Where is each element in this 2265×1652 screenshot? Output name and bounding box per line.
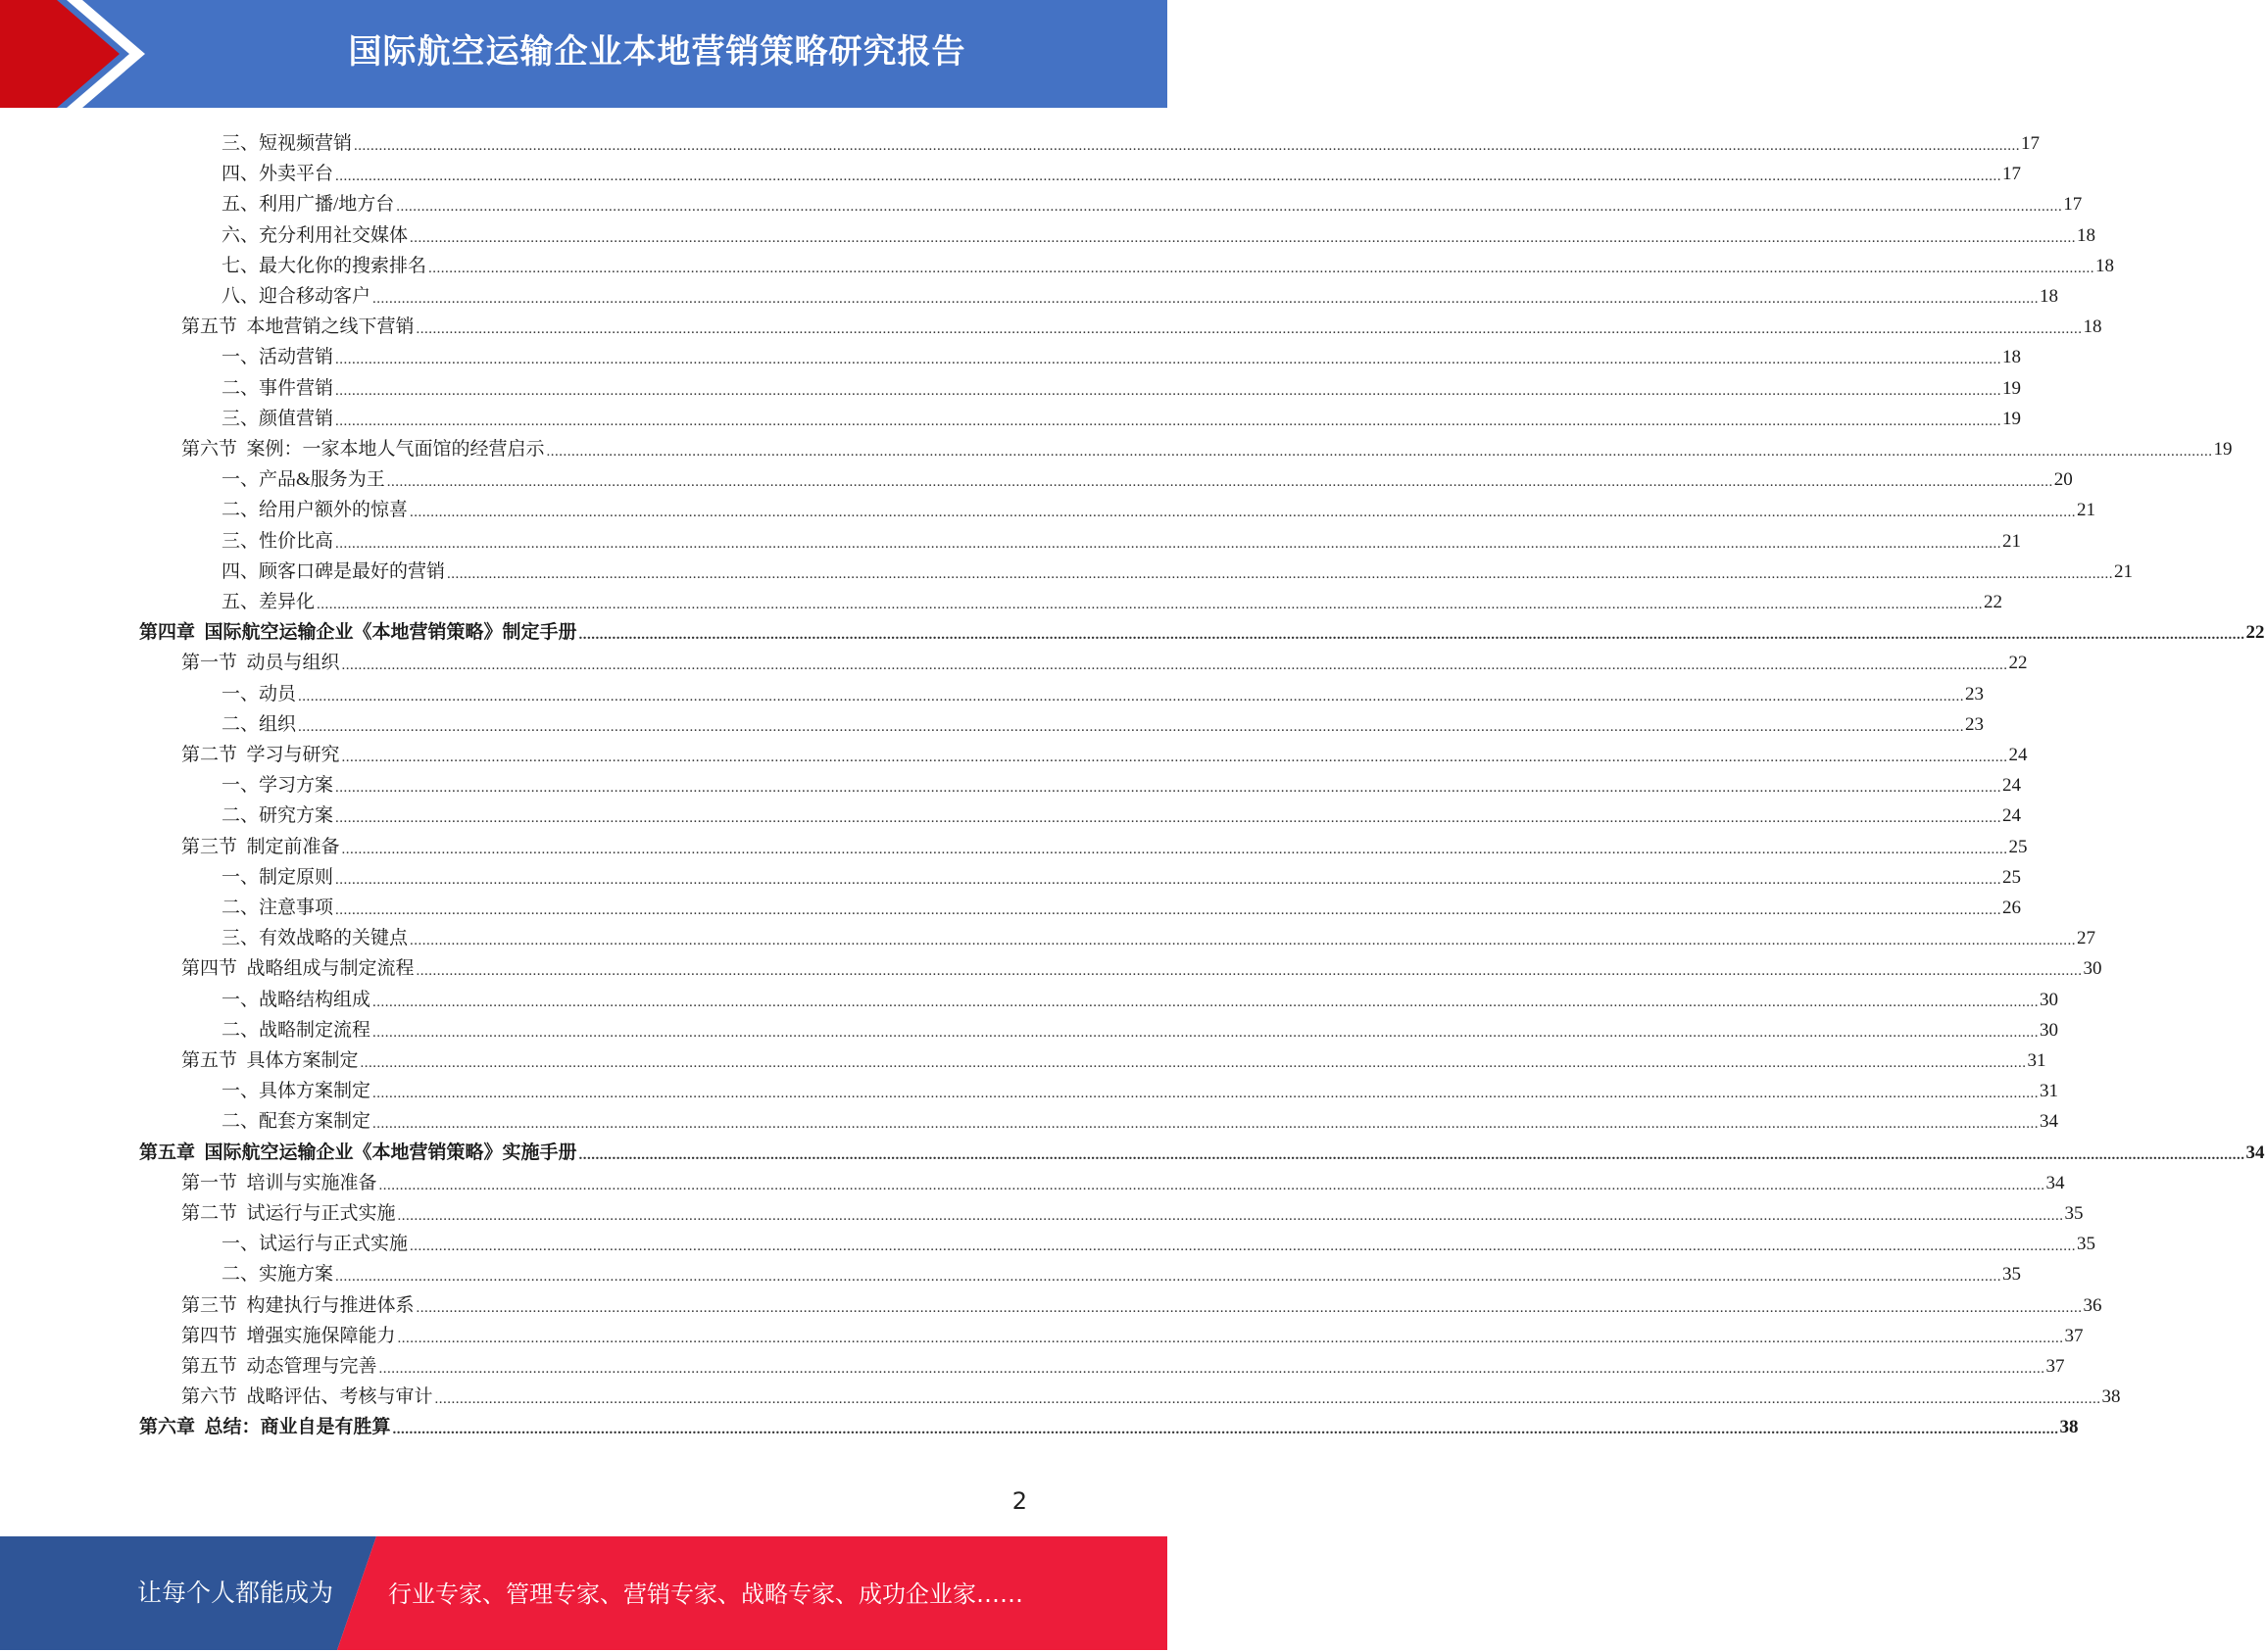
toc-entry-page: 30 (2083, 958, 2102, 980)
toc-section-row[interactable] (181, 1165, 2065, 1195)
toc-leader-dots: ................................................................................................................................................................................................................................................................................................................................................................................................................ (428, 260, 2095, 276)
toc-entry-label: 一、产品&服务为王 (222, 469, 385, 491)
toc-entry-label: 第二节 试运行与正式实施 (181, 1203, 396, 1224)
toc-entry-label: 六、充分利用社交媒体 (222, 224, 409, 246)
toc-entry-page: 27 (2077, 928, 2096, 949)
toc-leader-dots: ................................................................................................................................................................................................................................................................................................................................................................................................................ (335, 780, 2002, 797)
toc-entry-page: 36 (2083, 1294, 2102, 1316)
toc-entry-label: 一、具体方案制定 (222, 1081, 371, 1102)
toc-leader-dots: ................................................................................................................................................................................................................................................................................................................................................................................................................ (372, 1024, 2040, 1041)
toc-entry-label: 第六章 总结：商业自是有胜算 (139, 1417, 391, 1438)
toc-section-row[interactable] (181, 829, 2028, 859)
toc-entry-label: 七、最大化你的搜索排名 (222, 255, 427, 276)
toc-leader-dots: ................................................................................................................................................................................................................................................................................................................................................................................................................ (372, 291, 2040, 307)
toc-leader-dots: ................................................................................................................................................................................................................................................................................................................................................................................................................ (372, 994, 2040, 1010)
toc-entry-label: 一、试运行与正式实施 (222, 1234, 409, 1255)
toc-leader-dots: ................................................................................................................................................................................................................................................................................................................................................................................................................ (335, 535, 2002, 552)
toc-entry-label: 一、学习方案 (222, 775, 334, 797)
toc-entry-page: 35 (2064, 1203, 2084, 1224)
toc-item-row[interactable] (222, 278, 2059, 309)
toc-entry-page: 22 (2008, 653, 2028, 674)
toc-chapter-row[interactable] (139, 1409, 2079, 1439)
toc-entry-page: 34 (2245, 1142, 2265, 1163)
toc-entry-label: 八、迎合移动客户 (222, 286, 371, 307)
toc-section-row[interactable] (181, 1348, 2065, 1379)
toc-entry-page: 18 (2083, 316, 2102, 338)
toc-item-row[interactable] (222, 1256, 2022, 1287)
toc-entry-page: 30 (2040, 989, 2059, 1010)
toc-entry-page: 38 (2059, 1417, 2079, 1438)
toc-leader-dots: ................................................................................................................................................................................................................................................................................................................................................................................................................ (335, 413, 2002, 429)
toc-item-row[interactable] (222, 523, 2022, 554)
toc-item-row[interactable] (222, 339, 2022, 369)
toc-leader-dots: ................................................................................................................................................................................................................................................................................................................................................................................................................ (335, 871, 2002, 888)
document-title: 国际航空运输企业本地营销策略研究报告 (348, 32, 966, 72)
toc-leader-dots: ................................................................................................................................................................................................................................................................................................................................................................................................................ (378, 1361, 2045, 1377)
toc-leader-dots: ................................................................................................................................................................................................................................................................................................................................................................................................................ (416, 321, 2083, 338)
toc-entry-label: 二、注意事项 (222, 898, 334, 918)
toc-entry-page: 38 (2101, 1386, 2121, 1408)
toc-item-row[interactable] (222, 370, 2022, 401)
toc-entry-label: 第六节 案例：一家本地人气面馆的经营启示 (181, 439, 545, 460)
toc-section-row[interactable] (181, 1043, 2046, 1073)
toc-item-row[interactable] (222, 462, 2073, 492)
toc-leader-dots: ................................................................................................................................................................................................................................................................................................................................................................................................................ (386, 474, 2053, 491)
toc-item-row[interactable] (222, 1073, 2059, 1103)
toc-item-row[interactable] (222, 218, 2096, 248)
toc-entry-label: 二、事件营销 (222, 377, 334, 399)
toc-entry-label: 五、利用广播/地方台 (222, 194, 395, 216)
toc-item-row[interactable] (222, 1226, 2096, 1256)
toc-section-row[interactable] (181, 1318, 2084, 1348)
toc-entry-label: 二、组织 (222, 713, 297, 735)
toc-section-row[interactable] (181, 737, 2028, 767)
toc-item-row[interactable] (222, 492, 2096, 522)
footer-slogan-right: 行业专家、管理专家、营销专家、战略专家、成功企业家…… (388, 1580, 1023, 1608)
toc-leader-dots: ................................................................................................................................................................................................................................................................................................................................................................................................................ (360, 1055, 2027, 1071)
page-header (0, 0, 1167, 108)
toc-entry-page: 19 (2002, 377, 2022, 399)
toc-chapter-row[interactable] (139, 614, 2265, 645)
toc-entry-page: 25 (2002, 866, 2022, 888)
toc-entry-label: 四、外卖平台 (222, 164, 334, 185)
toc-entry-label: 二、配套方案制定 (222, 1111, 371, 1133)
toc-entry-label: 第五节 具体方案制定 (181, 1050, 359, 1071)
toc-leader-dots: ................................................................................................................................................................................................................................................................................................................................................................................................................ (372, 1086, 2040, 1102)
toc-entry-page: 35 (2002, 1264, 2022, 1286)
toc-entry-label: 第六节 战略评估、考核与审计 (181, 1386, 433, 1408)
toc-entry-page: 22 (1984, 592, 2003, 612)
toc-section-row[interactable] (181, 1288, 2102, 1318)
red-arrow-shape (0, 0, 120, 108)
toc-entry-label: 第四节 战略组成与制定流程 (181, 958, 415, 980)
toc-leader-dots: ................................................................................................................................................................................................................................................................................................................................................................................................................ (578, 1146, 2245, 1163)
toc-leader-dots: ................................................................................................................................................................................................................................................................................................................................................................................................................ (392, 1422, 2059, 1438)
toc-leader-dots: ................................................................................................................................................................................................................................................................................................................................................................................................................ (546, 444, 2213, 460)
toc-entry-page: 37 (2045, 1356, 2065, 1377)
toc-entry-label: 二、给用户额外的惊喜 (222, 500, 409, 521)
toc-entry-page: 17 (2002, 164, 2022, 185)
toc-item-row[interactable] (222, 890, 2022, 920)
toc-leader-dots: ................................................................................................................................................................................................................................................................................................................................................................................................................ (335, 1269, 2002, 1286)
toc-item-row[interactable] (222, 125, 2041, 156)
toc-entry-label: 第二节 学习与研究 (181, 745, 340, 765)
toc-entry-label: 三、性价比高 (222, 530, 334, 552)
toc-entry-label: 三、颜值营销 (222, 408, 334, 429)
toc-section-row[interactable] (181, 309, 2102, 339)
toc-entry-page: 34 (2045, 1172, 2065, 1193)
toc-entry-page: 31 (2027, 1050, 2046, 1071)
toc-leader-dots: ................................................................................................................................................................................................................................................................................................................................................................................................................ (410, 505, 2077, 521)
toc-leader-dots: ................................................................................................................................................................................................................................................................................................................................................................................................................ (416, 963, 2083, 980)
toc-leader-dots: ................................................................................................................................................................................................................................................................................................................................................................................................................ (397, 1208, 2064, 1224)
toc-entry-page: 24 (2002, 805, 2022, 827)
toc-entry-page: 21 (2002, 530, 2022, 552)
toc-entry-page: 17 (2063, 194, 2083, 216)
toc-entry-label: 二、实施方案 (222, 1264, 334, 1286)
toc-entry-label: 一、活动营销 (222, 347, 334, 368)
toc-section-row[interactable] (181, 645, 2028, 675)
toc-leader-dots: ................................................................................................................................................................................................................................................................................................................................................................................................................ (397, 1330, 2064, 1346)
toc-leader-dots: ................................................................................................................................................................................................................................................................................................................................................................................................................ (372, 1116, 2040, 1133)
page-number: 2 (1011, 1487, 1027, 1515)
toc-entry-label: 第四节 增强实施保障能力 (181, 1325, 396, 1346)
toc-entry-page: 22 (2245, 622, 2265, 644)
toc-entry-label: 第三节 制定前准备 (181, 836, 340, 857)
toc-item-row[interactable] (222, 248, 2115, 278)
toc-item-row[interactable] (222, 186, 2083, 217)
toc-leader-dots: ................................................................................................................................................................................................................................................................................................................................................................................................................ (335, 352, 2002, 368)
toc-item-row[interactable] (222, 706, 1985, 737)
page-footer (0, 1536, 1167, 1650)
toc-entry-page: 34 (2040, 1111, 2059, 1133)
toc-entry-page: 18 (2040, 286, 2059, 307)
toc-item-row[interactable] (222, 859, 2022, 890)
toc-item-row[interactable] (222, 1103, 2059, 1134)
red-arrow-icon (0, 0, 157, 108)
toc-item-row[interactable] (222, 767, 2022, 798)
toc-entry-label: 第五节 本地营销之线下营销 (181, 316, 415, 338)
toc-entry-page: 21 (2114, 560, 2134, 582)
toc-entry-page: 24 (2008, 745, 2028, 765)
toc-entry-label: 二、战略制定流程 (222, 1019, 371, 1041)
toc-entry-label: 五、差异化 (222, 592, 316, 612)
toc-leader-dots: ................................................................................................................................................................................................................................................................................................................................................................................................................ (341, 750, 2008, 765)
toc-entry-page: 35 (2077, 1234, 2096, 1255)
toc-item-row[interactable] (222, 982, 2059, 1012)
toc-entry-label: 三、有效战略的关键点 (222, 928, 409, 949)
toc-section-row[interactable] (181, 1195, 2084, 1226)
toc-item-row[interactable] (222, 156, 2022, 186)
toc-leader-dots: ................................................................................................................................................................................................................................................................................................................................................................................................................ (410, 933, 2077, 949)
toc-entry-label: 第一节 动员与组织 (181, 653, 340, 674)
toc-entry-label: 一、战略结构组成 (222, 989, 371, 1010)
toc-item-row[interactable] (222, 676, 1985, 706)
toc-entry-page: 20 (2053, 469, 2073, 491)
toc-leader-dots: ................................................................................................................................................................................................................................................................................................................................................................................................................ (335, 382, 2002, 399)
toc-leader-dots: ................................................................................................................................................................................................................................................................................................................................................................................................................ (341, 657, 2008, 674)
toc-entry-page: 23 (1965, 713, 1985, 735)
toc-leader-dots: ................................................................................................................................................................................................................................................................................................................................................................................................................ (298, 688, 1965, 705)
toc-entry-page: 31 (2040, 1081, 2059, 1102)
toc-entry-label: 二、研究方案 (222, 805, 334, 827)
toc-leader-dots: ................................................................................................................................................................................................................................................................................................................................................................................................................ (434, 1391, 2101, 1408)
toc-chapter-row[interactable] (139, 1135, 2265, 1165)
toc-leader-dots: ................................................................................................................................................................................................................................................................................................................................................................................................................ (378, 1177, 2045, 1193)
toc-item-row[interactable] (222, 401, 2022, 431)
toc-entry-label: 第一节 培训与实施准备 (181, 1172, 377, 1193)
toc-entry-page: 25 (2008, 836, 2028, 857)
toc-section-row[interactable] (181, 1379, 2121, 1409)
toc-entry-page: 18 (2002, 347, 2022, 368)
footer-slogan-left: 让每个人都能成为 (137, 1579, 334, 1607)
toc-entry-page: 23 (1965, 683, 1985, 705)
toc-entry-page: 30 (2040, 1019, 2059, 1041)
toc-item-row[interactable] (222, 554, 2134, 584)
toc-item-row[interactable] (222, 798, 2022, 828)
toc-entry-page: 18 (2095, 255, 2115, 276)
toc-entry-page: 19 (2213, 439, 2233, 460)
toc-entry-label: 第三节 构建执行与推进体系 (181, 1294, 415, 1316)
toc-entry-label: 三、短视频营销 (222, 133, 353, 154)
toc-section-row[interactable] (181, 950, 2102, 981)
toc-entry-page: 19 (2002, 408, 2022, 429)
toc-entry-page: 24 (2002, 775, 2022, 797)
toc-leader-dots: ................................................................................................................................................................................................................................................................................................................................................................................................................ (578, 627, 2245, 644)
toc-leader-dots: ................................................................................................................................................................................................................................................................................................................................................................................................................ (335, 169, 2002, 185)
toc-leader-dots: ................................................................................................................................................................................................................................................................................................................................................................................................................ (335, 810, 2002, 827)
toc-entry-label: 一、制定原则 (222, 866, 334, 888)
toc-entry-label: 第五节 动态管理与完善 (181, 1356, 377, 1377)
toc-item-row[interactable] (222, 1012, 2059, 1043)
toc-leader-dots: ................................................................................................................................................................................................................................................................................................................................................................................................................ (410, 229, 2077, 246)
toc-leader-dots: ................................................................................................................................................................................................................................................................................................................................................................................................................ (317, 597, 1984, 612)
toc-item-row[interactable] (222, 920, 2096, 950)
toc-entry-label: 四、顾客口碑是最好的营销 (222, 560, 446, 582)
toc-leader-dots: ................................................................................................................................................................................................................................................................................................................................................................................................................ (354, 138, 2021, 154)
toc-entry-page: 37 (2064, 1325, 2084, 1346)
toc-leader-dots: ................................................................................................................................................................................................................................................................................................................................................................................................................ (335, 902, 2002, 918)
toc-entry-label: 一、动员 (222, 683, 297, 705)
toc-entry-page: 18 (2077, 224, 2096, 246)
toc-entry-label: 第四章 国际航空运输企业《本地营销策略》制定手册 (139, 622, 577, 644)
toc-section-row[interactable] (181, 431, 2233, 462)
toc-leader-dots: ................................................................................................................................................................................................................................................................................................................................................................................................................ (447, 565, 2114, 582)
toc-leader-dots: ................................................................................................................................................................................................................................................................................................................................................................................................................ (416, 1299, 2083, 1316)
toc-leader-dots: ................................................................................................................................................................................................................................................................................................................................................................................................................ (396, 199, 2063, 216)
toc-leader-dots: ................................................................................................................................................................................................................................................................................................................................................................................................................ (298, 718, 1965, 735)
toc-item-row[interactable] (222, 584, 2003, 614)
toc-entry-page: 21 (2077, 500, 2096, 521)
toc-leader-dots: ................................................................................................................................................................................................................................................................................................................................................................................................................ (341, 841, 2008, 857)
toc-entry-page: 26 (2002, 898, 2022, 918)
toc-leader-dots: ................................................................................................................................................................................................................................................................................................................................................................................................................ (410, 1239, 2077, 1255)
toc-entry-label: 第五章 国际航空运输企业《本地营销策略》实施手册 (139, 1142, 577, 1163)
toc-entry-page: 17 (2021, 133, 2041, 154)
